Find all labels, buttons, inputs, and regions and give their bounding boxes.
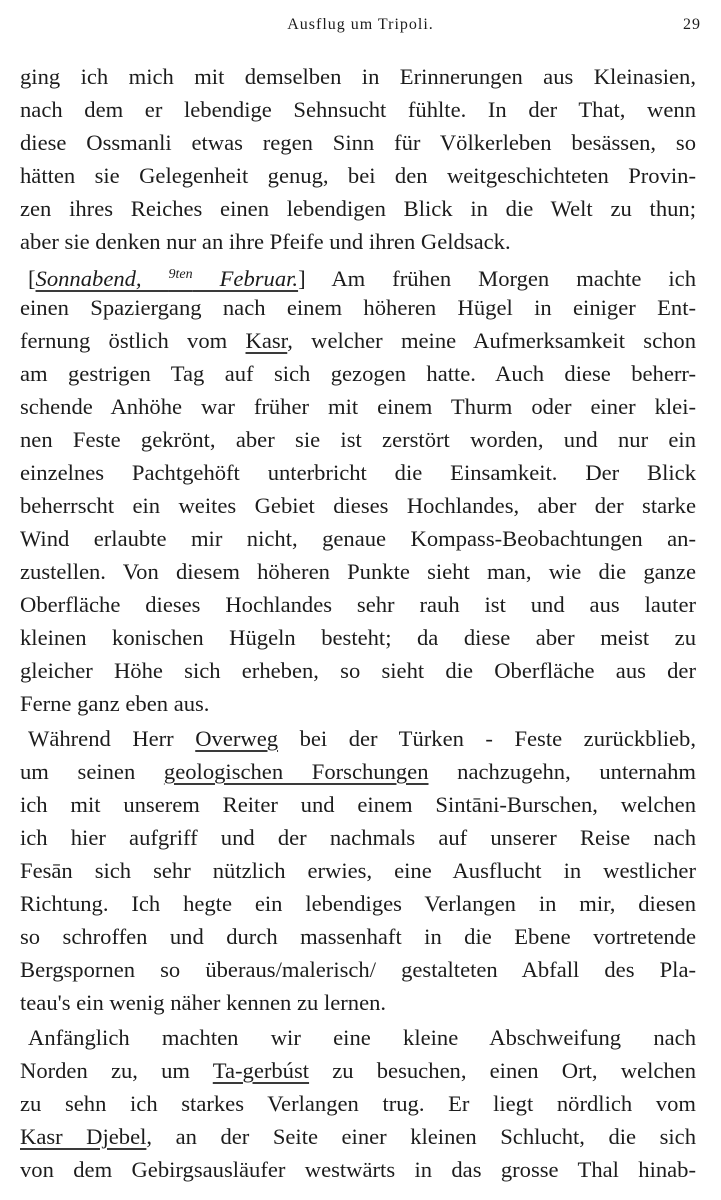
text-line: Oberfläche dieses Hochlandes sehr rauh ist und aus lauter [20, 592, 696, 617]
body-text [20, 60, 696, 1186]
text-line: Wind erlaubte mir nicht, genaue Kompass-Beobachtungen an- [20, 526, 696, 551]
underlined-phrase-geology: geologischen Forschungen [163, 759, 429, 784]
text-line: kleinen konischen Hügeln besteht; da diese aber meist zu [20, 625, 696, 650]
text-line: nach dem er lebendige Sehnsucht fühlte. In der That, wenn [20, 97, 696, 122]
date-heading: Sonnabend, $^{9ten}$ Februar. [35, 266, 299, 291]
text-line: so schroffen und durch massenhaft in die Ebene vortretende [20, 924, 696, 949]
page-number: 29 [683, 16, 701, 33]
text-line: Kasr Djebel, an der Seite einer kleinen Schlucht, die sich [20, 1124, 696, 1149]
underlined-place-kasr: Kasr [245, 328, 288, 353]
text-line: ich mit unserem Reiter und einem Sintāni-Burschen, welchen [20, 792, 696, 817]
text-line: diese Ossmanli etwas regen Sinn für Völkerleben besässen, so [20, 130, 696, 155]
page-header [20, 16, 701, 42]
text-line: schende Anhöhe war früher mit einem Thurm oder einer klei- [20, 394, 696, 419]
bracket-close: ] [298, 266, 306, 291]
day-ordinal: 9ten [168, 267, 193, 282]
text-line-date: [Sonnabend, $^{9ten}$ Februar.] Am frühen Morgen machte ich [28, 266, 696, 291]
text-line: Richtung. Ich hegte ein lebendiges Verlangen in mir, diesen [20, 891, 696, 916]
pencil-slash-mark: / [275, 957, 282, 982]
marked-word-malerisch: malerisch [281, 957, 370, 982]
text-line: fernung östlich vom Kasr, welcher meine Aufmerksamkeit schon [20, 328, 697, 353]
text-line: ging ich mich mit demselben in Erinnerungen aus Kleinasien, [20, 64, 696, 89]
underlined-name-overweg: Overweg [195, 726, 279, 751]
text-line: zu sehn ich starkes Verlangen trug. Er liegt nördlich vom [20, 1091, 696, 1116]
text-line: zustellen. Von diesem höheren Punkte sieht man, wie die ganze [20, 559, 696, 584]
text-line: einzelnes Pachtgehöft unterbricht die Einsamkeit. Der Blick [20, 460, 696, 485]
text-line: nen Feste gekrönt, aber sie ist zerstört worden, und nur ein [20, 427, 696, 452]
text-line: Bergspornen so überaus/malerisch/ gestalteten Abfall des Pla- [20, 953, 696, 986]
text-line: Anfänglich machten wir eine kleine Abschweifung nach [28, 1025, 696, 1050]
text-line: gleicher Höhe sich erheben, so sieht die Oberfläche aus der [20, 658, 696, 683]
text-line: Norden zu, um Ta-gerbúst zu besuchen, einen Ort, welchen [20, 1058, 696, 1083]
text-line: ich hier aufgriff und der nachmals auf unserer Reise nach [20, 825, 696, 850]
underlined-place-kasr-djebel: Kasr Djebel [20, 1124, 147, 1149]
text-line: Ferne ganz eben aus. [20, 691, 210, 716]
text-line: von dem Gebirgsausläufer westwärts in das grosse Thal hinab- [20, 1157, 696, 1182]
pencil-slash-mark: / [369, 957, 376, 982]
text-line: teau's ein wenig näher kennen zu lernen. [20, 990, 387, 1015]
text-line: hätten sie Gelegenheit genug, bei den weitgeschichteten Provin- [20, 163, 696, 188]
text-line: einen Spaziergang nach einem höheren Hügel in einiger Ent- [20, 295, 696, 320]
text-line: aber sie denken nur an ihre Pfeife und ihren Geldsack. [20, 229, 511, 254]
text-line: Während Herr Overweg bei der Türken - Feste zurückblieb, [28, 726, 696, 751]
bracket-open: [ [28, 266, 36, 291]
text-line: beherrscht ein weites Gebiet dieses Hochlandes, aber der starke [20, 493, 696, 518]
text-line: um seinen geologischen Forschungen nachzugehn, unternahm [20, 759, 696, 784]
text-line: am gestrigen Tag auf sich gezogen hatte. Auch diese beherr- [20, 361, 696, 386]
text-line: Fesān sich sehr nützlich erwies, eine Ausflucht in westlicher [20, 858, 696, 883]
running-title: Ausflug um Tripoli. [287, 16, 434, 33]
underlined-place-tagerbust: Ta-gerbúst [212, 1058, 310, 1083]
text-line: zen ihres Reiches einen lebendigen Blick in die Welt zu thun; [20, 196, 696, 221]
